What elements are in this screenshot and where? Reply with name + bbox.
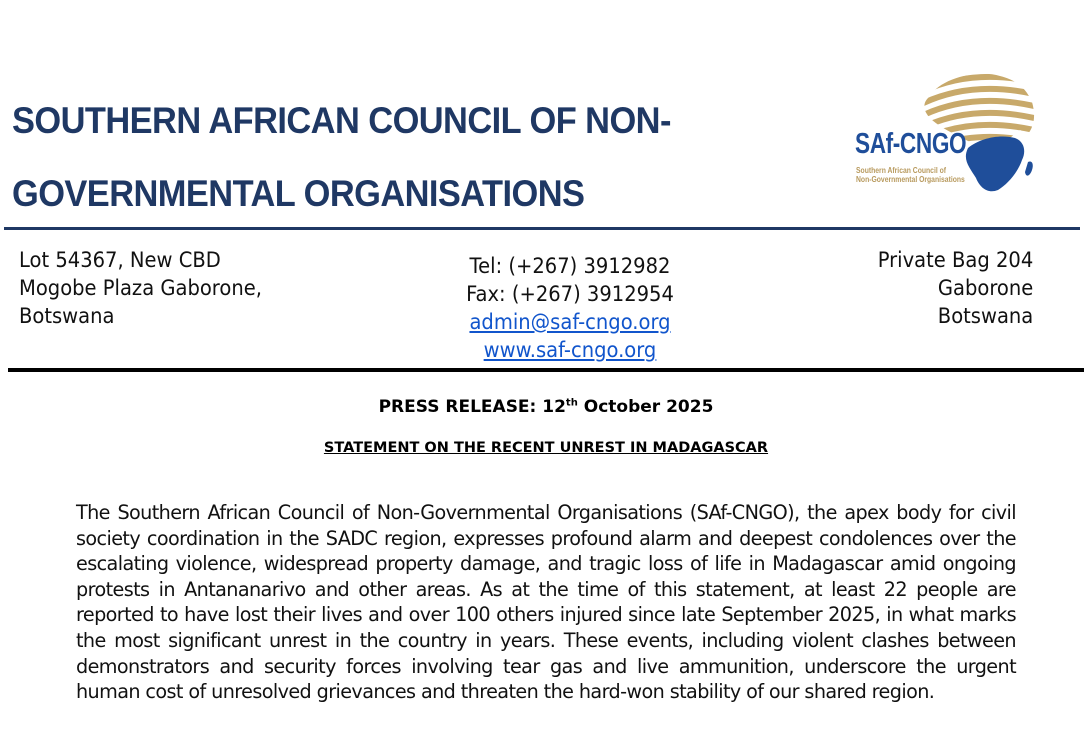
press-release-date: [0, 397, 1086, 417]
org-name-line-1: SOUTHERN AFRICAN COUNCIL OF NON-: [12, 100, 671, 141]
letterhead-divider: [8, 368, 1084, 372]
fax: Fax: (+267) 3912954: [466, 282, 674, 306]
email-link[interactable]: admin@saf-cngo.org: [469, 310, 671, 334]
address-line-2: Mogobe Plaza Gaborone,: [19, 276, 262, 300]
postal-line-3: Botswana: [937, 304, 1033, 328]
saf-cngo-logo: [850, 68, 1050, 198]
address-line-1: Lot 54367, New CBD: [19, 248, 221, 272]
press-release-month-year: October 2025: [577, 397, 714, 417]
date-ordinal-suffix: th: [565, 397, 578, 409]
header-divider: [4, 227, 1080, 230]
contact-details: [412, 252, 728, 364]
body-paragraph-1: The Southern African Council of Non-Governmental Organisations (SAf-CNGO), the apex body for civil society coordination in the SADC region, expresses profound alarm and deepest condolences over the escalating violence, widespread property damage, and tragic loss of life in Madagascar amid ongoing protests in Antananarivo and other areas. As at the time of this statement, at least 22 people are reported to have lost their lives and over 100 others injured since late September 2025, in what marks the most significant unrest in the country in years. These events, including violent clashes between demonstrators and security forces involving tear gas and live ammunition, underscore the urgent human cost of unresolved grievances and threaten the hard-won stability of our shared region.: [76, 501, 1016, 704]
logo-subtitle-line-2: Non-Governmental Organisations: [856, 174, 965, 184]
org-name-line-2: GOVERNMENTAL ORGANISATIONS: [12, 173, 585, 214]
address-line-3: Botswana: [19, 304, 115, 328]
press-release-label: PRESS RELEASE: 12: [378, 397, 566, 417]
statement-title: [0, 440, 1086, 456]
statement-title-text: STATEMENT ON THE RECENT UNREST IN MADAGASCAR: [323, 440, 769, 456]
postal-line-1: Private Bag 204: [877, 248, 1033, 272]
postal-address: [877, 246, 1033, 330]
logo-subtitle-line-1: Southern African Council of: [856, 165, 947, 175]
logo-abbrev: SAf-CNGO: [855, 128, 967, 160]
postal-line-2: Gaborone: [937, 276, 1033, 300]
website-link[interactable]: www.saf-cngo.org: [483, 338, 657, 362]
telephone: Tel: (+267) 3912982: [469, 254, 671, 278]
street-address: [19, 246, 262, 330]
